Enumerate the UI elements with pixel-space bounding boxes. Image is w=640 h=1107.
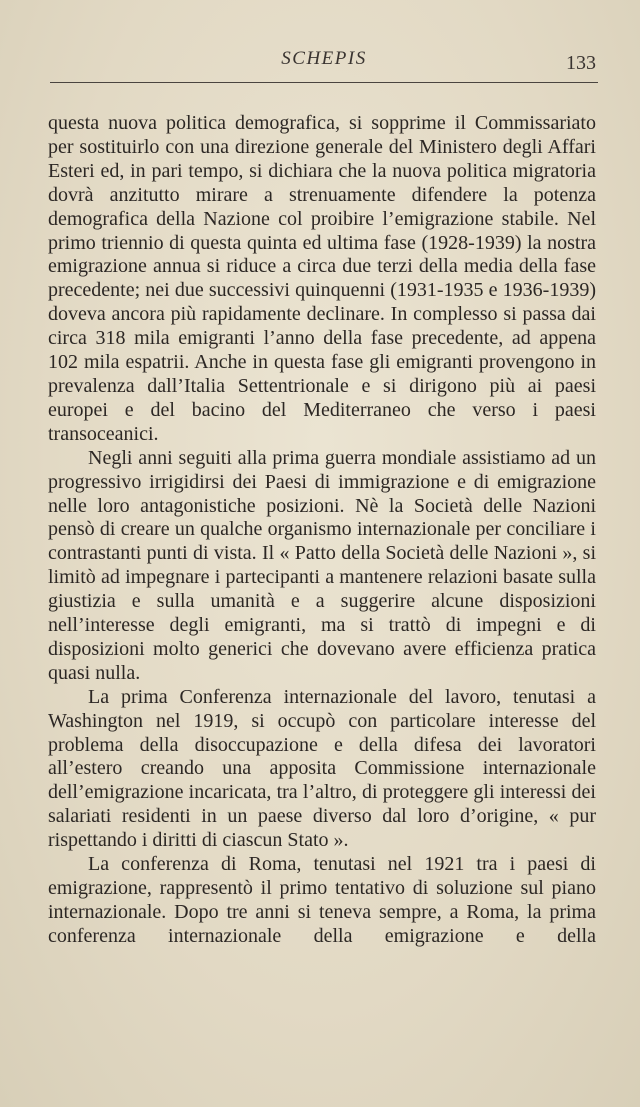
running-head — [50, 48, 598, 78]
header-rule — [50, 82, 598, 83]
paragraph-1: questa nuova politica demografica, si sopprime il Commissariato per sostituirlo con una direzione generale del Ministero degli Affari Esteri ed, in pari tempo, si dichiara che la nuova politica migratoria dovrà anzitutto mirare a strenuamente difendere la potenza demografica della Nazione col proibire l’emigrazione stabile. Nel primo triennio di questa quinta ed ultima fase (1928-1939) la nostra emigrazione annua si riduce a circa due terzi della media della fase precedente; nei due successivi quinquenni (1931-1935 e 1936-1939) doveva ancora più rapidamente declinare. In complesso si passa dai circa 318 mila emigranti l’anno della fase precedente, ad appena 102 mila espatrii. Anche in questa fase gli emigranti provengono in prevalenza dall’Italia Settentrionale e si dirigono più ai paesi europei e del bacino del Mediterraneo che verso i paesi transoceanici. — [48, 112, 596, 445]
paragraph-4: La conferenza di Roma, tenutasi nel 1921 tra i paesi di emigrazione, rappresentò il primo tentativo di soluzione sul piano internazionale. Dopo tre anni si teneva sempre, a Roma, la prima conferenza internazionale della emigrazione e della — [48, 853, 596, 947]
running-title: SCHEPIS — [281, 48, 367, 69]
body-text — [48, 112, 596, 949]
page-number: 133 — [566, 52, 596, 74]
paragraph-2: Negli anni seguiti alla prima guerra mondiale assistiamo ad un progressivo irrigidirsi dei Paesi di immigrazione e di emigrazione nelle loro antagonistiche posizioni. Nè la Società delle Nazioni pensò di creare un qualche organismo internazionale per conciliare i contrastanti punti di vista. Il « Patto della Società delle Nazioni », si limitò ad impegnare i partecipanti a mantenere relazioni basate sulla giustizia e sulla umanità e a suggerire alcune disposizioni nell’interesse degli emigranti, ma si trattò di impegni e di disposizioni molto generici che dovevano avere efficienza pratica quasi nulla. — [48, 446, 596, 684]
paragraph-3: La prima Conferenza internazionale del lavoro, tenutasi a Washington nel 1919, si occupò con particolare interesse del problema della disoccupazione e della difesa dei lavoratori all’estero creando una apposita Commissione internazionale dell’emigrazione incaricata, tra l’altro, di proteggere gli interessi dei salariati residenti in un paese diverso dal loro d’origine, « pur rispettando i diritti di ciascun Stato ». — [48, 685, 596, 852]
